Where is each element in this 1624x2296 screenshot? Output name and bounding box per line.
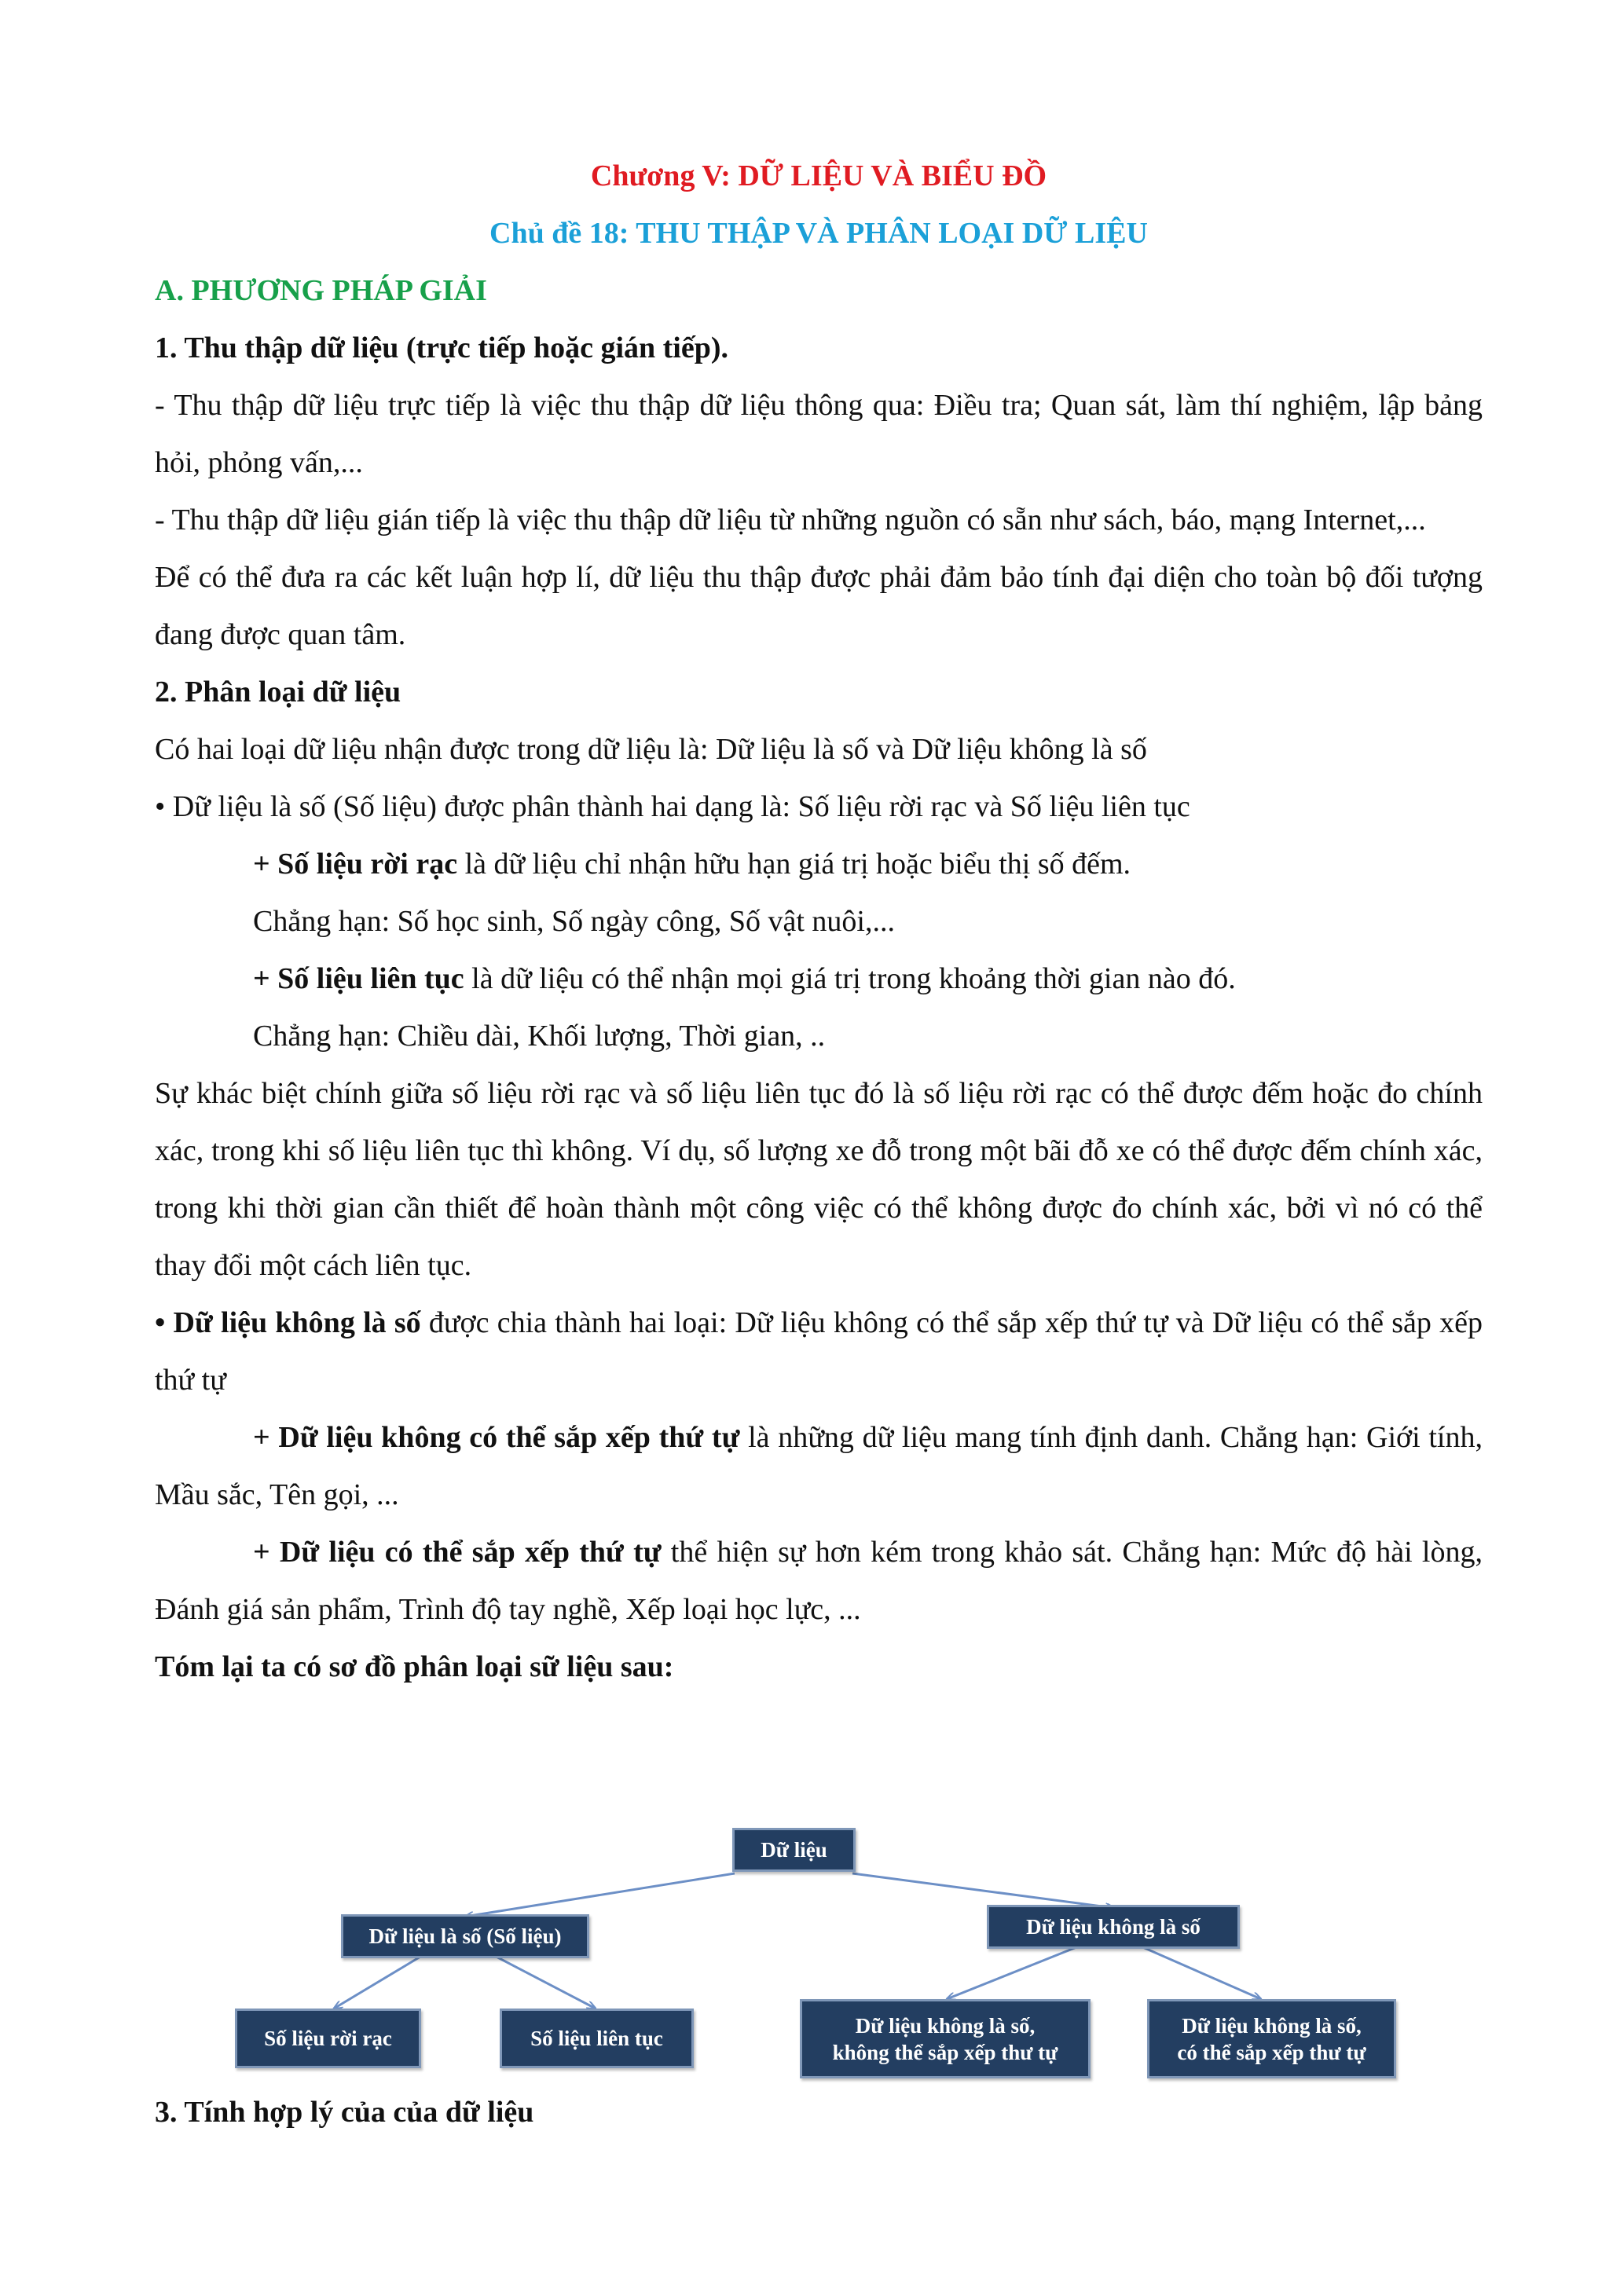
node-ordered-line2: có thể sắp xếp thư tự [1177,2040,1366,2064]
edge-numeric-continuous [487,1952,596,2009]
edge-nonnum-ordered [1139,1946,1261,1999]
section-a-heading: A. PHƯƠNG PHÁP GIẢI [155,274,487,307]
node-unordered [800,1999,1091,2078]
section-3-heading: 3. Tính hợp lý của của dữ liệu [155,2096,534,2129]
continuous-text: là dữ liệu có thể nhận mọi giá trị trong khoảng thời gian nào đó. [464,962,1236,995]
edge-numeric-discrete [334,1952,428,2009]
non-numeric-text: được chia thành hai loại: Dữ liệu không có thể sắp xếp thứ tự và Dữ liệu có thể sắp xếp thứ tự [155,1306,1483,1397]
edge-root-non-numeric [852,1873,1114,1908]
ordered-term: + Dữ liệu có thể sắp xếp thứ tự [253,1536,662,1569]
discrete-text: là dữ liệu chỉ nhận hữu hạn giá trị hoặc biểu thị số đếm. [457,848,1131,881]
section-1-heading: 1. Thu thập dữ liệu (trực tiếp hoặc gián tiếp). [155,331,729,364]
node-root-label: Dữ liệu [761,1838,827,1862]
node-discrete-label: Số liệu rời rạc [264,2027,392,2050]
difference-paragraph: Sự khác biệt chính giữa số liệu rời rạc và số liệu liên tục đó là số liệu rời rạc có thể được đếm hoặc đo chính xác, trong khi số liệu liên tục thì không. Ví dụ, số lượng xe đỗ trong một bãi đỗ xe có thể được đếm chính xác, trong khi thời gian cần thiết để hoàn thành một công việc có thể không được đo chính xác, bởi vì nó có thể thay đổi một cách liên tục. [155,1077,1483,1282]
unordered-text: là những dữ liệu mang tính định danh. Chẳng hạn: Giới tính, Mầu sắc, Tên gọi, ... [155,1421,1483,1511]
node-numeric-label: Dữ liệu là số (Số liệu) [368,1924,562,1948]
continuous-example: Chẳng hạn: Chiều dài, Khối lượng, Thời gian, .. [253,1020,826,1053]
node-non-numeric-label: Dữ liệu không là số [1026,1915,1201,1939]
summary-line: Tóm lại ta có sơ đồ phân loại sữ liệu sau: [155,1650,674,1683]
continuous-definition [155,950,1483,1008]
node-continuous [500,2009,694,2068]
edge-nonnum-unordered [947,1946,1080,1999]
indirect-collection-paragraph: - Thu thập dữ liệu gián tiếp là việc thu thập dữ liệu từ những nguồn có sẵn như sách, báo, mạng Internet,... [155,504,1426,536]
two-types-paragraph: Có hai loại dữ liệu nhận được trong dữ liệu là: Dữ liệu là số và Dữ liệu không là số [155,733,1147,766]
non-numeric-term: • Dữ liệu không là số [155,1306,421,1339]
direct-collection-paragraph: - Thu thập dữ liệu trực tiếp là việc thu thập dữ liệu thông qua: Điều tra; Quan sát, làm thí nghiệm, lập bảng hỏi, phỏng vấn,... [155,389,1483,479]
non-numeric-paragraph [155,1294,1483,1409]
node-ordered [1147,1999,1396,2078]
node-discrete [235,2009,421,2068]
ordered-text: thể hiện sự hơn kém trong khảo sát. Chẳng hạn: Mức độ hài lòng, Đánh giá sản phẩm, Trình độ tay nghề, Xếp loại học lực, ... [155,1536,1483,1626]
unordered-paragraph [155,1409,1483,1524]
discrete-term: + Số liệu rời rạc [253,848,458,881]
node-non-numeric [987,1905,1240,1949]
representativeness-paragraph: Để có thể đưa ra các kết luận hợp lí, dữ liệu thu thập được phải đảm bảo tính đại diện cho toàn bộ đối tượng đang được quan tâm. [155,561,1483,651]
section-2-heading: 2. Phân loại dữ liệu [155,676,401,709]
ordered-paragraph [155,1524,1483,1639]
edge-root-numeric [465,1873,735,1917]
numeric-data-paragraph: • Dữ liệu là số (Số liệu) được phân thành hai dạng là: Số liệu rời rạc và Số liệu liên tục [155,790,1190,823]
discrete-example: Chẳng hạn: Số học sinh, Số ngày công, Số vật nuôi,... [253,905,895,938]
continuous-term: + Số liệu liên tục [253,962,464,995]
node-ordered-line1: Dữ liệu không là số, [1182,2013,1362,2038]
node-numeric [341,1914,589,1958]
discrete-definition [155,836,1483,893]
unordered-term: + Dữ liệu không có thể sắp xếp thứ tự [253,1421,740,1454]
topic-title: Chủ đề 18: THU THẬP VÀ PHÂN LOẠI DỮ LIỆU [489,217,1148,250]
node-continuous-label: Số liệu liên tục [530,2027,663,2050]
node-unordered-line2: không thể sắp xếp thư tự [832,2040,1058,2064]
document-body [155,148,1483,1696]
node-unordered-line1: Dữ liệu không là số, [855,2013,1036,2038]
node-root [732,1828,856,1872]
chapter-title: Chương V: DỮ LIỆU VÀ BIỂU ĐỒ [590,159,1047,192]
